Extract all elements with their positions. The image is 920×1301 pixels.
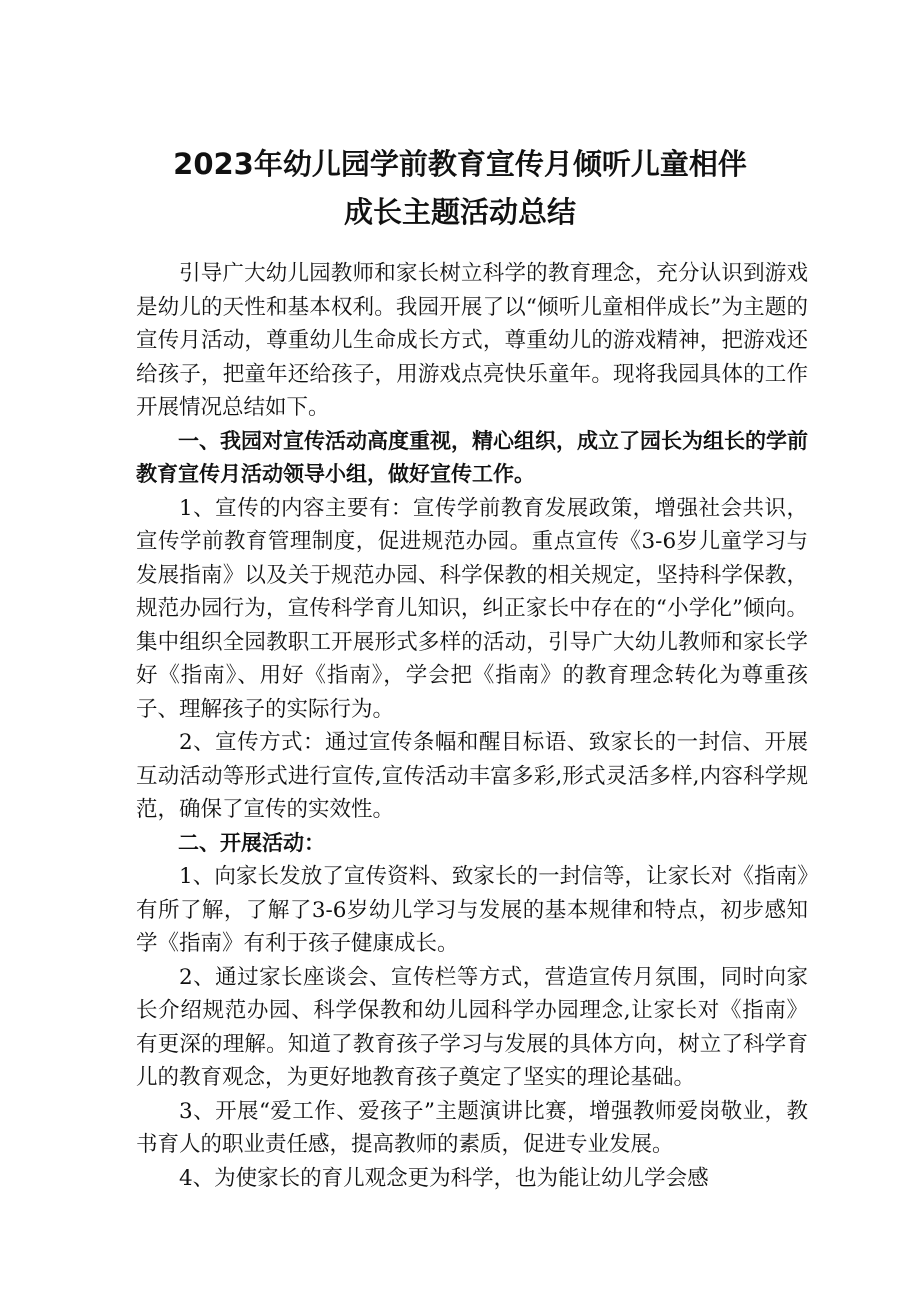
section-heading-2: 二、开展活动： <box>178 830 325 855</box>
paragraph-publicity-method: 2、宣传方式：通过宣传条幅和醒目标语、致家长的一封信、开展互动活动等形式进行宣传,宣传活动丰富多彩,形式灵活多样,内容科学规范，确保了宣传的实效性。 <box>136 730 808 822</box>
paragraph-publicity-content: 1、宣传的内容主要有：宣传学前教育发展政策，增强社会共识，宣传学前教育管理制度，促进规范办园。重点宣传《3-6岁儿童学习与发展指南》以及关于规范办园、科学保教的相关规定，坚持科学保教，规范办园行为，宣传科学育儿知识，纠正家长中存在的“小学化”倾向。集中组织全园教职工开展形式多样的活动，引导广大幼儿教师和家长学好《指南》、用好《指南》，学会把《指南》的教育理念转化为尊重孩子、理解孩子的实际行为。 <box>136 495 808 722</box>
paragraph-activity-3: 3、开展“爱工作、爱孩子”主题演讲比赛，增强教师爱岗敬业，教书育人的职业责任感，提高教师的素质，促进专业发展。 <box>136 1098 808 1157</box>
paragraph-activity-4: 4、为使家长的育儿观念更为科学，也为能让幼儿学会感 <box>179 1165 709 1191</box>
intro-paragraph: 引导广大幼儿园教师和家长树立科学的教育理念，充分认识到游戏是幼儿的天性和基本权利。我园开展了以“倾听儿童相伴成长”为主题的宣传月活动，尊重幼儿生命成长方式，尊重幼儿的游戏精神，把游戏还给孩子，把童年还给孩子，用游戏点亮快乐童年。现将我园具体的工作开展情况总结如下。 <box>136 261 808 420</box>
document-title-line-2: 成长主题活动总结 <box>343 195 576 229</box>
section-heading-1: 一、我园对宣传活动高度重视，精心组织，成立了园长为组长的学前教育宣传月活动领导小组，做好宣传工作。 <box>136 428 808 486</box>
paragraph-activity-2: 2、通过家长座谈会、宣传栏等方式，营造宣传月氛围，同时向家长介绍规范办园、科学保教和幼儿园科学办园理念,让家长对《指南》有更深的理解。知道了教育孩子学习与发展的具体方向，树立了科学育儿的教育观念，为更好地教育孩子奠定了坚实的理论基础。 <box>136 964 808 1090</box>
document-body <box>136 257 808 1195</box>
document-title-line-1: 2023年幼儿园学前教育宣传月倾听儿童相伴 <box>173 147 747 181</box>
paragraph-activity-1: 1、向家长发放了宣传资料、致家长的一封信等，让家长对《指南》有所了解，了解了3-6岁幼儿学习与发展的基本规律和特点，初步感知学《指南》有利于孩子健康成长。 <box>136 864 808 956</box>
